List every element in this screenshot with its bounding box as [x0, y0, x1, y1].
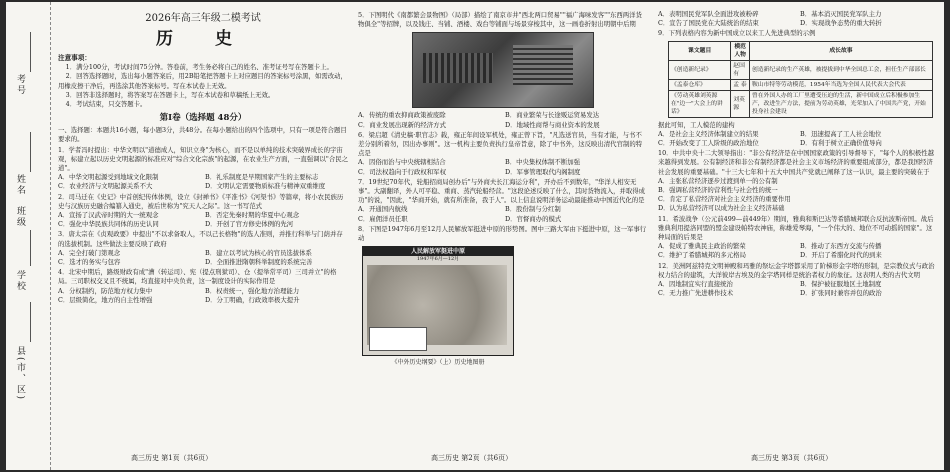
question-stem: 8．下图是1947年6月至12月人民解放军挺进中原的形势图。图中三路大军由下挺进中原，这一军事行动 [358, 224, 647, 243]
table-header: 模范人物 [731, 41, 750, 60]
painting-image [412, 32, 594, 108]
question-8 [358, 225, 648, 368]
question-2 [58, 193, 348, 230]
option-c: C．维护了希腊城邦的多元格局 [658, 251, 746, 260]
question-stem: 10．中共中央十二大领导指出："非公有经济是在中国国家政策的引导督导下，"每个人的积极性越来越得到发展。公有制经济和非公有制经济都是社会主义市场经济的重要组成部分，都是我国经济社会发展的重要基础。"十三大七年和十五大中国共产党就已阐释了这一认识，最主要的突破在于 [658, 149, 935, 176]
option-d: D．文明认定需要物质标准与精神双重维度 [205, 182, 326, 191]
option-c: C．层级简化，地方的自主性增强 [58, 295, 153, 304]
binding-margin [6, 2, 51, 470]
question-stem: 6．梁启超《清史稿·职官志》载，雍正年间设军机处，雍正曾下旨，"凡选送官员，当有才能，与书不差分别所着勿，因出办事则"。这一机构主要负责执行皇帝旨意，除了中书外，这反映出清代官制的特点是 [358, 130, 643, 158]
question-stem: 11．希波战争（公元前499—前449年）期间，雅典和斯巴达等希腊城邦联合反抗波斯帝国。战后雅典利用提洛同盟的盟金建设帕特农神庙，称雄爱琴海，"一个伟大的、地位不可动摇的国家"。这种局面的后果是 [658, 214, 934, 242]
page-2-column [358, 10, 648, 367]
option-d: D．实现战争态势的重大转折 [800, 19, 882, 28]
option-b: B．中央集权体制不断加强 [505, 158, 580, 167]
section-intro: 一、选择题：本题共16小题，每小题3分，共48分。在每小题给出的四个选项中，只有一项是符合题目要求的。 [58, 126, 347, 144]
question-10 [658, 149, 938, 213]
table-cell: 《劳动英雄刘英源在"边一"大会上的讲话》 [669, 90, 731, 117]
option-a: A．宣扬了汉武帝时期的大一统观念 [58, 211, 159, 220]
binding-label-name: 姓名 [15, 174, 25, 196]
binding-label-id: 考号 [15, 74, 25, 96]
option-a: A．因地制宜实行直接统治 [658, 280, 733, 289]
option-b: B．基本消灭国民党军队主力 [800, 10, 882, 18]
option-c: C．宣告了国民党在大陆统治的结束 [658, 19, 759, 28]
question-4 [58, 268, 348, 305]
question-8-options [658, 10, 938, 28]
option-d: D．官督商办的模式 [505, 214, 562, 223]
notice-item: 4．考试结束，只交答题卡。 [65, 100, 147, 109]
option-c: C．强化中华民族共同体的历史认同 [58, 220, 159, 229]
option-d: D．有利于树立正确价值导向 [800, 139, 882, 148]
option-d: D．全面推进隋朝科举制度的系统完善 [205, 258, 313, 267]
notice-item: 2．回答选择题时，选出每小题答案后，用2B铅笔把答题卡上对应题目的答案标号涂黑，如需改动，用橡皮擦干净后，再选涂其他答案标号。写在本试卷上无效。 [58, 72, 347, 90]
option-b: B．股份制与分红制 [505, 205, 561, 214]
option-b: B．建立以考试为核心的官员选拔体系 [205, 248, 312, 257]
question-9 [658, 29, 938, 148]
option-b: B．推动了东西方交流与传播 [800, 242, 882, 251]
table-row [669, 79, 933, 90]
page-footer-1: 高三历史 第1页（共6页） [131, 454, 213, 462]
option-c: C．开始改变了工人阶级的政治地位 [658, 139, 759, 148]
table-cell: 孟 泰 [731, 79, 750, 90]
painting-detail [513, 45, 573, 85]
map-caption: 《中外历史纲要》（上）历史地图册 [391, 359, 485, 367]
question-stem: 4．北宋中期后，路级财政有成"漕（转运司）、宪（提点刑狱司）、仓（提举常平司）三司并立"的格局。三司职权交叉且不统属，均直接对中央负责，这一制度设计的实际作用是 [58, 268, 337, 286]
option-c: C．司法权趋向于行政权和军权 [358, 167, 446, 176]
question-stem: 3．唐太宗在《贞观政要》中提出"不以求备取人，不以己长格物"的选人准则，并推行科举与门荫并存的选拔机制。这些做法主要反映了政府 [58, 230, 343, 248]
option-a: A．促成了雅典民主政治的繁荣 [658, 242, 746, 251]
table-row [669, 60, 933, 79]
painting-detail [423, 53, 493, 83]
table-cell: 赵国有 [731, 60, 750, 79]
subject-title: 历 史 [156, 29, 250, 49]
binding-line [30, 230, 31, 266]
table-cell: 《创造新纪录》 [669, 60, 731, 79]
option-a: A．传统的重农抑商政策被废除 [358, 111, 446, 120]
table-cell: 曾在外国人办的工厂里遭受压迫的生活，新中国成立后积极参加生产，改进生产方法，提前为劳动英雄，光荣加入了中国共产党，开始投身社会建设 [749, 90, 932, 117]
section-title: 第Ⅰ卷（选择题 48分） [159, 113, 247, 124]
map-legend [369, 327, 427, 351]
table-cell: 刘英源 [731, 90, 750, 117]
option-a: A．分权制约，防范地方权力集中 [58, 286, 153, 295]
option-d: D．开启了希腊化时代的到来 [800, 251, 882, 260]
question-stem: 5．下图明代《南都繁会景物图》（局部）描绘了南京市井"西北两口贸易""福广海味发客""东西两洋货物俱全"等招牌，以及钱庄、当铺、酒楼、戏台等铺面与场景穿梭其中，这一画卷折射出明朝中后期 [358, 11, 642, 29]
model-workers-table [668, 41, 933, 118]
table-header: 成长故事 [749, 41, 932, 60]
question-7 [358, 178, 648, 224]
question-3 [58, 230, 348, 267]
question-stem: 7．19世纪70年代，轮船招商局创办后"与外商夫长江海运分利"，开办后不到数年，"华洋人相安无事"。大副翻译，外人可平稳、重商、蒸汽轮船经营。"这段论述反映了什么，其时货物流入，并取得成功"的说，"因此，"华商开始，就有所准备，我于人"。以上信息说明洋务运动最能推动中国近代化的是 [358, 177, 646, 205]
option-d: D．军事管理取代内阁制度 [505, 167, 581, 176]
question-5 [358, 11, 648, 130]
campaign-map [362, 246, 514, 356]
table-cell: 鞍山市特等劳动模范，1954年当选为全国人民代表大会代表 [749, 79, 932, 90]
question-stem: 12．美洲阿兹特克文明神殿和玛雅的祭坛金字塔都采用了阶梯形金字塔的形制，是宗教仪式与政治权力结合的建筑，大洋彼岸古埃及的金字塔同样是统治者权力的象征。这表明人类的古代文明 [658, 261, 935, 279]
notice-item: 1．满分100分，考试时间75分钟。答卷前，考生务必将自己的姓名、准考证号写在答题卡上。 [65, 63, 333, 72]
option-d: D．地域性商帮与商业资本的发展 [505, 120, 600, 129]
map-title: 人民解放军挺进中原 [363, 247, 513, 256]
option-c: C．雇佣洋员任职 [358, 214, 408, 223]
question-stem: 1．学者冯时提出：中华文明以"道德成人，知识立身"为核心，而不是以单纯的技术突破界成长的宇宙观，标建立起以历史文明起源的标准应对"综合文化宗族"的起源，在农业生产方面，一直强调以"合民之道"。 [58, 145, 349, 173]
option-b: B．迅速提高了工人社会地位 [800, 129, 882, 138]
option-c: C．肯定了私营经济对社会主义经济的重要作用 [658, 195, 791, 204]
option-b: B．权责统一，强化地方治理能力 [205, 286, 300, 295]
question-12 [658, 262, 938, 299]
table-row [669, 90, 933, 117]
option-a: A．完全打破门第观念 [58, 248, 121, 257]
option-d: D．扩张同时兼容并包的政治 [800, 289, 882, 298]
page-3-column [658, 10, 938, 298]
option-a: A．因俗而治与中央统辖相结合 [358, 158, 446, 167]
binding-line [30, 302, 31, 342]
option-b: B．保护被征服地区土地制度 [800, 280, 882, 289]
exam-title: 2026年高三年级二模考试 [145, 13, 261, 24]
option-c: C．选才的务实与包容 [58, 258, 121, 267]
option-a: A．开通国内航线 [358, 205, 408, 214]
question-11 [658, 215, 938, 261]
binding-label-district: 县(市、区) [15, 346, 25, 402]
option-c: C．无力推广先进耕作技术 [658, 289, 734, 298]
question-stem: 2．司马迁在《史记》中首创纪传体体例，设立《封禅书》《平准书》《河渠书》等篇章，将小农民族历史与汉族历史融合编纂入通史，被后世称为"究天人之际"。这一书写范式 [58, 192, 344, 210]
question-1 [58, 146, 348, 192]
option-a: A．是社会主义经济体制建立的结果 [658, 129, 759, 138]
option-d: D．认为私营经济可以成为社会主义经济基础 [658, 204, 785, 213]
question-6 [358, 131, 648, 177]
option-a: A．主张私营经济逐步过渡到单一的公有制 [658, 176, 778, 185]
page-footer-3: 高三历史 第3页（共6页） [751, 454, 833, 462]
option-b: B．强调私营经济的营利性与社会性的统一 [658, 186, 778, 195]
option-d: D．分工明确，行政效率极大提升 [205, 295, 300, 304]
option-c: C．农业经济与文明起源关系不大 [58, 182, 153, 191]
table-header: 课文题目 [669, 41, 731, 60]
option-d: D．开创了官方修史体例的先河 [205, 220, 294, 229]
question-stem-continued: 据此可知，工人模范的建构 [658, 120, 735, 129]
option-c: C．商业发展出现新的经济方式 [358, 120, 446, 129]
table-cell: 创造新纪录的生产英雄，被提拔到中华全国总工会，担任生产部部长 [749, 60, 932, 79]
option-a: A．中华文明起源受到地域文化限制 [58, 173, 159, 182]
table-cell: 《孟泰仓库》 [669, 79, 731, 90]
binding-label-class: 班级 [15, 206, 25, 228]
binding-line [30, 132, 31, 172]
page-1-column [58, 10, 348, 305]
question-stem: 9．下列表格内容为新中国成立以来工人先进典型的示例 [658, 29, 816, 38]
notice-heading: 注意事项： [58, 54, 91, 62]
option-b: B．商业繁荣与长途贩运贸易发达 [505, 111, 600, 120]
binding-line [30, 32, 31, 72]
exam-sheet [6, 2, 944, 470]
notice-item: 3．回答非选择题时，将答案写在答题卡上，写在本试卷和草稿纸上无效。 [65, 90, 275, 99]
option-a: A．表明国民党军队全面进攻被粉碎 [658, 10, 759, 18]
option-b: B．否定先秦时期的华夏中心观念 [205, 211, 300, 220]
map-subtitle: 1947年6月—12月 [416, 256, 460, 263]
binding-label-school: 学校 [15, 270, 25, 292]
page-footer-2: 高三历史 第2页（共6页） [431, 454, 513, 462]
option-b: B．礼乐制度是早期国家产生的主要标志 [205, 173, 319, 182]
